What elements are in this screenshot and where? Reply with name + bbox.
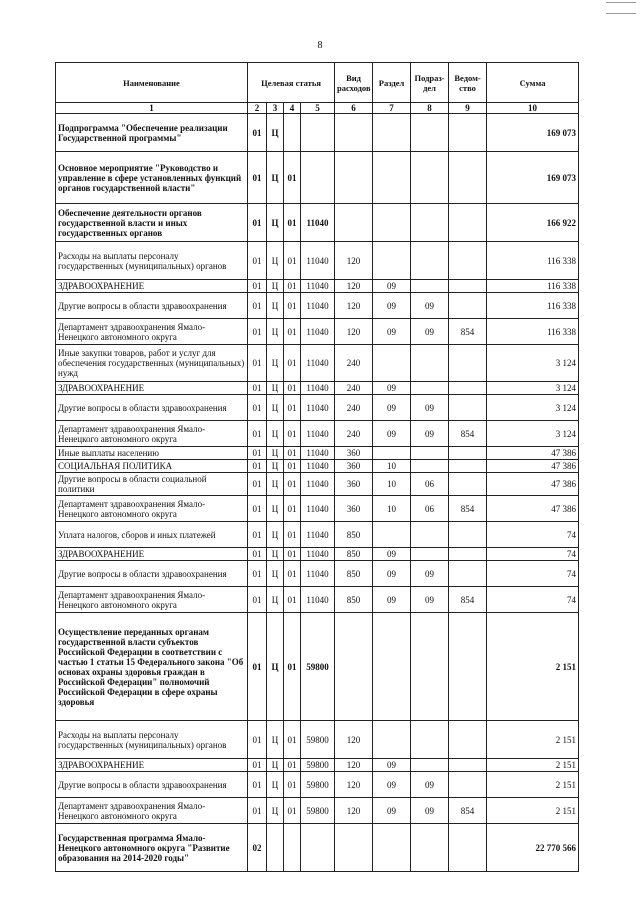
- target-article-measure: 01: [284, 759, 301, 772]
- row-name: Другие вопросы в области здравоохранения: [56, 395, 248, 421]
- department-code: [449, 824, 487, 872]
- sum-value: 47 386: [487, 496, 579, 522]
- target-article-measure: 01: [284, 460, 301, 473]
- target-article-code: 11040: [301, 522, 335, 548]
- target-article-measure: [284, 114, 301, 152]
- sum-value: 2 151: [487, 721, 579, 759]
- section: [373, 447, 411, 460]
- subsection: 09: [411, 293, 449, 319]
- section: 09: [373, 382, 411, 395]
- target-article-measure: 01: [284, 421, 301, 447]
- department-code: [449, 522, 487, 548]
- sum-value: 116 338: [487, 280, 579, 293]
- department-code: [449, 242, 487, 280]
- row-name: ЗДРАВООХРАНЕНИЕ: [56, 382, 248, 395]
- target-article-program: 01: [248, 204, 267, 242]
- table-row: [56, 293, 579, 319]
- table-row: [56, 204, 579, 242]
- sum-value: 169 073: [487, 114, 579, 152]
- department-code: [449, 382, 487, 395]
- section: 10: [373, 460, 411, 473]
- corner-mark: [606, 2, 636, 14]
- target-article-program: 01: [248, 548, 267, 561]
- sum-value: 2 151: [487, 798, 579, 824]
- target-article-code: [301, 152, 335, 204]
- section: [373, 613, 411, 721]
- table-row: [56, 548, 579, 561]
- target-article-code: 59800: [301, 613, 335, 721]
- target-article-code: 11040: [301, 496, 335, 522]
- row-name: Департамент здравоохранения Ямало-Ненецкого автономного округа: [56, 319, 248, 345]
- target-article-program: 01: [248, 382, 267, 395]
- target-article-code: 59800: [301, 759, 335, 772]
- target-article-program: 01: [248, 759, 267, 772]
- expense-type: 120: [335, 759, 373, 772]
- table-row: [56, 772, 579, 798]
- subsection: [411, 204, 449, 242]
- target-article-subprogram: Ц: [267, 613, 284, 721]
- target-article-program: 01: [248, 473, 267, 496]
- subsection: 09: [411, 395, 449, 421]
- column-number: 7: [373, 103, 411, 114]
- expense-type: 240: [335, 382, 373, 395]
- expense-type: 120: [335, 293, 373, 319]
- expense-type: 120: [335, 242, 373, 280]
- column-number-row: [56, 103, 579, 114]
- expense-type: 360: [335, 447, 373, 460]
- table-row: [56, 798, 579, 824]
- section: 09: [373, 759, 411, 772]
- sum-value: 2 151: [487, 613, 579, 721]
- row-name: Другие вопросы в области социальной политики: [56, 473, 248, 496]
- section: 09: [373, 798, 411, 824]
- target-article-subprogram: Ц: [267, 522, 284, 548]
- row-name: Государственная программа Ямало-Ненецкого автономного округа "Развитие образования на 2014-2020 годы": [56, 824, 248, 872]
- department-code: 854: [449, 421, 487, 447]
- table-row: [56, 152, 579, 204]
- column-number: 3: [267, 103, 284, 114]
- target-article-subprogram: Ц: [267, 447, 284, 460]
- department-code: 854: [449, 587, 487, 613]
- row-name: Обеспечение деятельности органов государственной власти и иных государственных органов: [56, 204, 248, 242]
- target-article-measure: 01: [284, 721, 301, 759]
- department-code: [449, 293, 487, 319]
- subsection: [411, 522, 449, 548]
- target-article-measure: 01: [284, 548, 301, 561]
- section: 09: [373, 587, 411, 613]
- section: [373, 152, 411, 204]
- target-article-program: 01: [248, 152, 267, 204]
- target-article-measure: 01: [284, 382, 301, 395]
- target-article-measure: 01: [284, 473, 301, 496]
- subsection: [411, 447, 449, 460]
- target-article-code: 11040: [301, 280, 335, 293]
- target-article-code: 11040: [301, 345, 335, 382]
- target-article-measure: 01: [284, 345, 301, 382]
- target-article-code: 59800: [301, 798, 335, 824]
- subsection: [411, 548, 449, 561]
- target-article-measure: 01: [284, 496, 301, 522]
- column-number: 4: [284, 103, 301, 114]
- row-name: Подпрограмма "Обеспечение реализации Государственной программы": [56, 114, 248, 152]
- target-article-code: 11040: [301, 204, 335, 242]
- expense-type: 240: [335, 345, 373, 382]
- header-sum: Сумма: [487, 63, 579, 103]
- column-number: 1: [56, 103, 248, 114]
- target-article-code: 11040: [301, 561, 335, 587]
- header-name: Наименование: [56, 63, 248, 103]
- sum-value: 116 338: [487, 293, 579, 319]
- row-name: Уплата налогов, сборов и иных платежей: [56, 522, 248, 548]
- target-article-program: 01: [248, 561, 267, 587]
- target-article-measure: 01: [284, 280, 301, 293]
- sum-value: 3 124: [487, 382, 579, 395]
- target-article-subprogram: [267, 824, 284, 872]
- sum-value: 47 386: [487, 473, 579, 496]
- section: 09: [373, 421, 411, 447]
- subsection: 09: [411, 421, 449, 447]
- department-code: [449, 114, 487, 152]
- subsection: 09: [411, 798, 449, 824]
- row-name: Основное мероприятие "Руководство и управление в сфере установленных функций органов государственной власти": [56, 152, 248, 204]
- department-code: [449, 548, 487, 561]
- table-row: [56, 460, 579, 473]
- page-number: 8: [317, 40, 323, 51]
- table-row: [56, 824, 579, 872]
- row-name: Другие вопросы в области здравоохранения: [56, 293, 248, 319]
- row-name: Департамент здравоохранения Ямало-Ненецкого автономного округа: [56, 798, 248, 824]
- section: 09: [373, 293, 411, 319]
- department-code: 854: [449, 798, 487, 824]
- expense-type: [335, 204, 373, 242]
- section: 10: [373, 473, 411, 496]
- row-name: Другие вопросы в области здравоохранения: [56, 772, 248, 798]
- target-article-measure: 01: [284, 587, 301, 613]
- sum-value: 116 338: [487, 242, 579, 280]
- column-number: 9: [449, 103, 487, 114]
- department-code: [449, 460, 487, 473]
- section: 09: [373, 561, 411, 587]
- department-code: [449, 152, 487, 204]
- target-article-program: 01: [248, 319, 267, 345]
- table-row: [56, 759, 579, 772]
- expense-type: 120: [335, 721, 373, 759]
- target-article-code: [301, 114, 335, 152]
- target-article-code: 11040: [301, 319, 335, 345]
- row-name: Осуществление переданных органам государственной власти субъектов Российской Федерации в соответствии с частью 1 статьи 15 Федерального закона "Об основах охраны здоровья граждан в Российской Федерации" полномочий Российской Федерации в сфере охраны здоровья: [56, 613, 248, 721]
- expense-type: 850: [335, 548, 373, 561]
- target-article-code: 11040: [301, 587, 335, 613]
- column-number: 8: [411, 103, 449, 114]
- department-code: [449, 473, 487, 496]
- department-code: [449, 772, 487, 798]
- expense-type: 240: [335, 395, 373, 421]
- target-article-subprogram: Ц: [267, 759, 284, 772]
- row-name: Иные закупки товаров, работ и услуг для обеспечения государственных (муниципальных) нужд: [56, 345, 248, 382]
- target-article-code: 59800: [301, 772, 335, 798]
- sum-value: 74: [487, 587, 579, 613]
- target-article-subprogram: Ц: [267, 548, 284, 561]
- section: [373, 242, 411, 280]
- subsection: 09: [411, 561, 449, 587]
- target-article-measure: 01: [284, 319, 301, 345]
- budget-table: [55, 62, 579, 872]
- target-article-measure: 01: [284, 447, 301, 460]
- sum-value: 3 124: [487, 421, 579, 447]
- target-article-program: 01: [248, 587, 267, 613]
- table-row: [56, 496, 579, 522]
- sum-value: 166 922: [487, 204, 579, 242]
- table-row: [56, 421, 579, 447]
- department-code: 854: [449, 496, 487, 522]
- sum-value: 2 151: [487, 772, 579, 798]
- section: 09: [373, 395, 411, 421]
- target-article-program: 01: [248, 280, 267, 293]
- section: 09: [373, 548, 411, 561]
- target-article-code: 11040: [301, 447, 335, 460]
- expense-type: 850: [335, 587, 373, 613]
- subsection: 09: [411, 772, 449, 798]
- target-article-code: 11040: [301, 395, 335, 421]
- target-article-code: 11040: [301, 460, 335, 473]
- target-article-program: 01: [248, 522, 267, 548]
- target-article-subprogram: Ц: [267, 460, 284, 473]
- sum-value: 47 386: [487, 460, 579, 473]
- subsection: [411, 824, 449, 872]
- target-article-subprogram: Ц: [267, 772, 284, 798]
- expense-type: 850: [335, 522, 373, 548]
- target-article-program: 01: [248, 772, 267, 798]
- target-article-program: 01: [248, 721, 267, 759]
- target-article-subprogram: Ц: [267, 587, 284, 613]
- target-article-subprogram: Ц: [267, 152, 284, 204]
- row-name: СОЦИАЛЬНАЯ ПОЛИТИКА: [56, 460, 248, 473]
- row-name: ЗДРАВООХРАНЕНИЕ: [56, 548, 248, 561]
- header-subsection: Подраз-дел: [411, 63, 449, 103]
- department-code: [449, 721, 487, 759]
- expense-type: 120: [335, 319, 373, 345]
- target-article-subprogram: Ц: [267, 114, 284, 152]
- target-article-code: 11040: [301, 242, 335, 280]
- target-article-program: 01: [248, 460, 267, 473]
- subsection: 09: [411, 587, 449, 613]
- section: 09: [373, 772, 411, 798]
- department-code: [449, 759, 487, 772]
- target-article-subprogram: Ц: [267, 280, 284, 293]
- target-article-subprogram: Ц: [267, 473, 284, 496]
- target-article-program: 01: [248, 496, 267, 522]
- row-name: Департамент здравоохранения Ямало-Ненецкого автономного округа: [56, 496, 248, 522]
- header-target-article: Целевая статья: [248, 63, 335, 103]
- section: [373, 204, 411, 242]
- row-name: Другие вопросы в области здравоохранения: [56, 561, 248, 587]
- department-code: 854: [449, 319, 487, 345]
- sum-value: 3 124: [487, 345, 579, 382]
- expense-type: 360: [335, 496, 373, 522]
- row-name: Расходы на выплаты персоналу государственных (муниципальных) органов: [56, 242, 248, 280]
- department-code: [449, 561, 487, 587]
- sum-value: 169 073: [487, 152, 579, 204]
- target-article-measure: 01: [284, 561, 301, 587]
- subsection: 09: [411, 319, 449, 345]
- table-row: [56, 382, 579, 395]
- sum-value: 74: [487, 561, 579, 587]
- column-number: 5: [301, 103, 335, 114]
- section: 10: [373, 496, 411, 522]
- target-article-measure: 01: [284, 522, 301, 548]
- sum-value: 3 124: [487, 395, 579, 421]
- target-article-code: 11040: [301, 293, 335, 319]
- target-article-program: 01: [248, 345, 267, 382]
- department-code: [449, 395, 487, 421]
- expense-type: 120: [335, 280, 373, 293]
- target-article-program: 01: [248, 613, 267, 721]
- section: [373, 345, 411, 382]
- section: [373, 114, 411, 152]
- target-article-subprogram: Ц: [267, 319, 284, 345]
- target-article-measure: 01: [284, 798, 301, 824]
- expense-type: [335, 114, 373, 152]
- target-article-measure: [284, 824, 301, 872]
- target-article-subprogram: Ц: [267, 382, 284, 395]
- table-row: [56, 242, 579, 280]
- subsection: [411, 382, 449, 395]
- expense-type: [335, 613, 373, 721]
- table-row: [56, 280, 579, 293]
- subsection: [411, 460, 449, 473]
- column-number: 6: [335, 103, 373, 114]
- header-expense-type: Вид расходов: [335, 63, 373, 103]
- table-row: [56, 114, 579, 152]
- sum-value: 22 770 566: [487, 824, 579, 872]
- header-department: Ведом-ство: [449, 63, 487, 103]
- sum-value: 74: [487, 522, 579, 548]
- subsection: 06: [411, 496, 449, 522]
- target-article-program: 01: [248, 421, 267, 447]
- section: 09: [373, 319, 411, 345]
- table-body: [56, 114, 579, 872]
- target-article-subprogram: Ц: [267, 721, 284, 759]
- target-article-subprogram: Ц: [267, 293, 284, 319]
- table-row: [56, 561, 579, 587]
- table-row: [56, 522, 579, 548]
- target-article-program: 01: [248, 242, 267, 280]
- department-code: [449, 613, 487, 721]
- sum-value: 2 151: [487, 759, 579, 772]
- table-row: [56, 345, 579, 382]
- subsection: [411, 759, 449, 772]
- sum-value: 47 386: [487, 447, 579, 460]
- section: [373, 522, 411, 548]
- target-article-measure: 01: [284, 395, 301, 421]
- expense-type: 120: [335, 798, 373, 824]
- target-article-measure: 01: [284, 772, 301, 798]
- target-article-subprogram: Ц: [267, 345, 284, 382]
- target-article-subprogram: Ц: [267, 242, 284, 280]
- target-article-measure: 01: [284, 152, 301, 204]
- target-article-measure: 01: [284, 613, 301, 721]
- table-row: [56, 447, 579, 460]
- table-row: [56, 395, 579, 421]
- row-name: Иные выплаты населению: [56, 447, 248, 460]
- target-article-subprogram: Ц: [267, 421, 284, 447]
- row-name: ЗДРАВООХРАНЕНИЕ: [56, 759, 248, 772]
- table-row: [56, 587, 579, 613]
- subsection: [411, 721, 449, 759]
- table-row: [56, 319, 579, 345]
- expense-type: 360: [335, 473, 373, 496]
- table-row: [56, 721, 579, 759]
- expense-type: 850: [335, 561, 373, 587]
- target-article-measure: 01: [284, 293, 301, 319]
- table-row: [56, 613, 579, 721]
- subsection: 06: [411, 473, 449, 496]
- target-article-code: 11040: [301, 382, 335, 395]
- section: 09: [373, 280, 411, 293]
- subsection: [411, 114, 449, 152]
- section: [373, 721, 411, 759]
- subsection: [411, 613, 449, 721]
- expense-type: [335, 824, 373, 872]
- target-article-program: 01: [248, 798, 267, 824]
- department-code: [449, 345, 487, 382]
- row-name: Департамент здравоохранения Ямало-Ненецкого автономного округа: [56, 587, 248, 613]
- target-article-code: 59800: [301, 721, 335, 759]
- target-article-program: 01: [248, 447, 267, 460]
- subsection: [411, 280, 449, 293]
- target-article-subprogram: Ц: [267, 496, 284, 522]
- target-article-subprogram: Ц: [267, 561, 284, 587]
- section: [373, 824, 411, 872]
- target-article-program: 02: [248, 824, 267, 872]
- target-article-code: [301, 824, 335, 872]
- department-code: [449, 280, 487, 293]
- target-article-code: 11040: [301, 473, 335, 496]
- target-article-subprogram: Ц: [267, 798, 284, 824]
- header-section: Раздел: [373, 63, 411, 103]
- target-article-subprogram: Ц: [267, 395, 284, 421]
- subsection: [411, 242, 449, 280]
- target-article-program: 01: [248, 395, 267, 421]
- target-article-measure: 01: [284, 242, 301, 280]
- expense-type: 120: [335, 772, 373, 798]
- department-code: [449, 204, 487, 242]
- target-article-code: 11040: [301, 421, 335, 447]
- column-number: 2: [248, 103, 267, 114]
- expense-type: [335, 152, 373, 204]
- target-article-subprogram: Ц: [267, 204, 284, 242]
- table-row: [56, 473, 579, 496]
- target-article-code: 11040: [301, 548, 335, 561]
- target-article-program: 01: [248, 114, 267, 152]
- sum-value: 74: [487, 548, 579, 561]
- expense-type: 360: [335, 460, 373, 473]
- target-article-program: 01: [248, 293, 267, 319]
- row-name: Расходы на выплаты персоналу государственных (муниципальных) органов: [56, 721, 248, 759]
- subsection: [411, 152, 449, 204]
- sum-value: 116 338: [487, 319, 579, 345]
- column-number: 10: [487, 103, 579, 114]
- subsection: [411, 345, 449, 382]
- row-name: ЗДРАВООХРАНЕНИЕ: [56, 280, 248, 293]
- target-article-measure: 01: [284, 204, 301, 242]
- expense-type: 240: [335, 421, 373, 447]
- row-name: Департамент здравоохранения Ямало-Ненецкого автономного округа: [56, 421, 248, 447]
- department-code: [449, 447, 487, 460]
